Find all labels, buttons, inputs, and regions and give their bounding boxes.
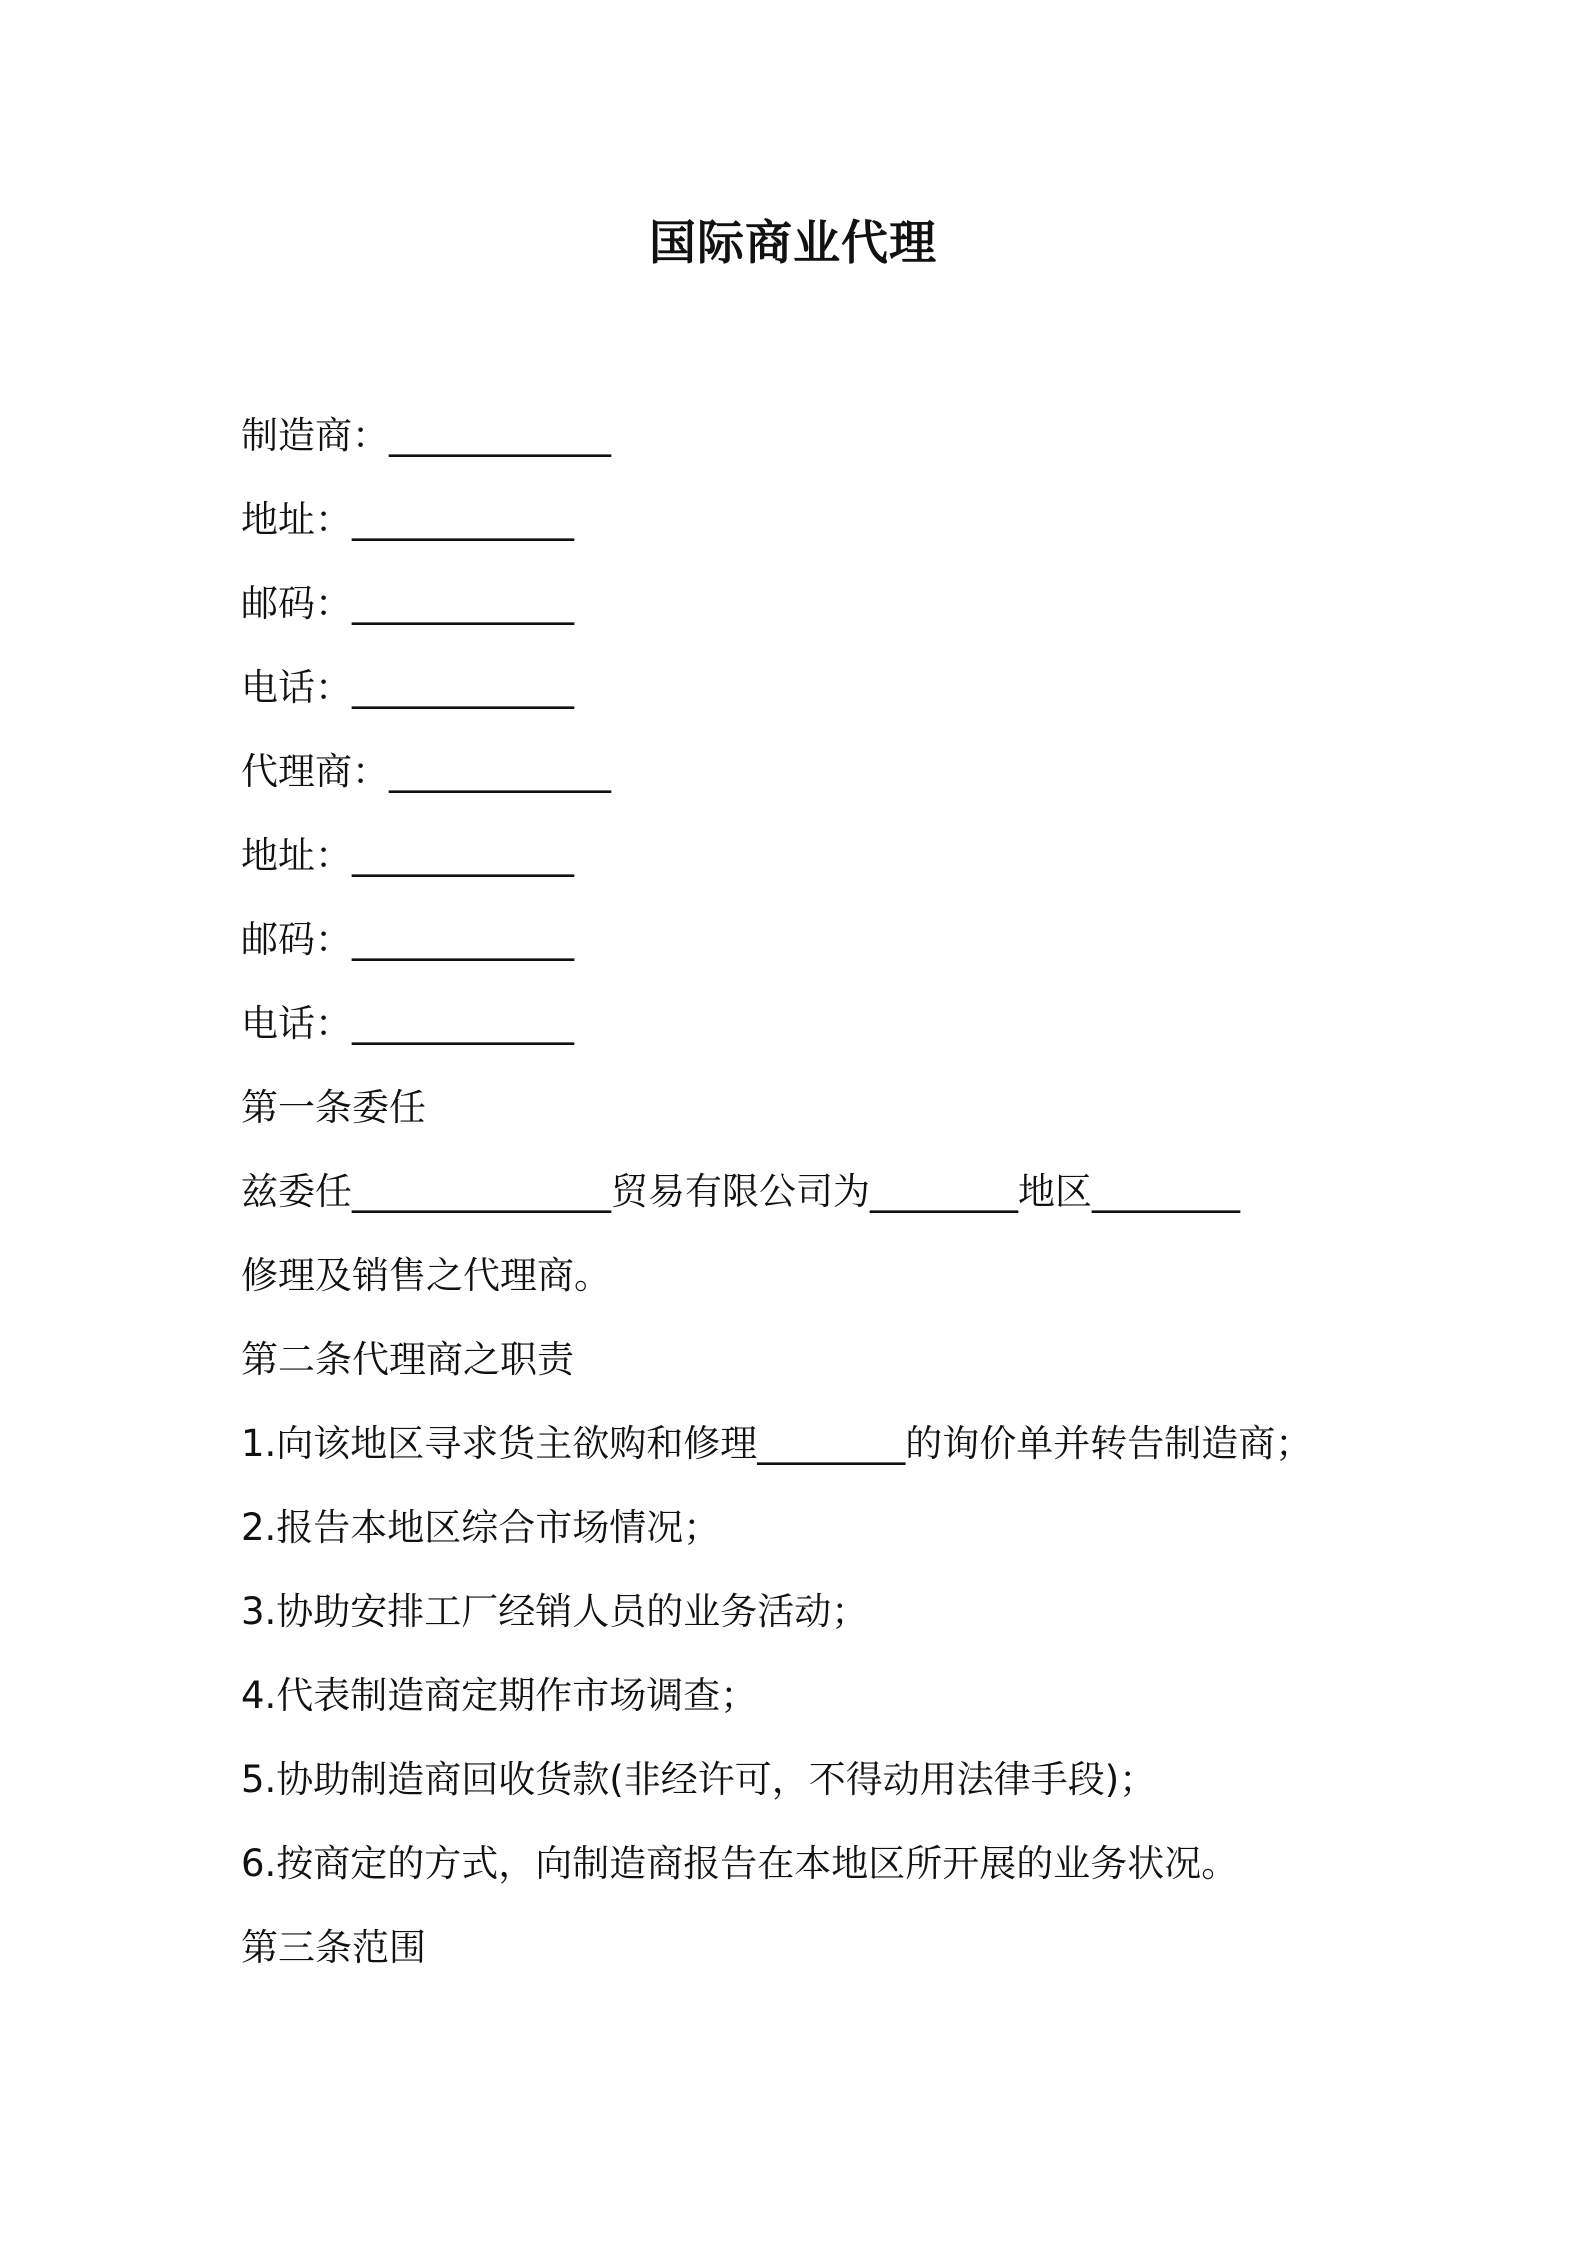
duty-item-3: 3.协助安排工厂经销人员的业务活动； (241, 1590, 869, 1633)
agent-phone-field: 电话：____________ (241, 1002, 574, 1045)
article-3-heading: 第三条范围 (241, 1926, 426, 1969)
duty-item-1: 1.向该地区寻求货主欲购和修理________的询价单并转告制造商； (241, 1422, 1313, 1465)
duty-item-6: 6.按商定的方式，向制造商报告在本地区所开展的业务状况。 (241, 1842, 1239, 1885)
manufacturer-address-field: 地址：____________ (241, 498, 574, 541)
duty-item-4: 4.代表制造商定期作市场调查； (241, 1674, 758, 1717)
manufacturer-phone-field: 电话：____________ (241, 666, 574, 709)
article-1-text: 兹委任______________贸易有限公司为________地区________ (241, 1170, 1240, 1213)
document-body (241, 404, 1351, 2000)
duty-item-2: 2.报告本地区综合市场情况； (241, 1506, 721, 1549)
article-1-text-continued: 修理及销售之代理商。 (241, 1254, 611, 1297)
agent-address-field: 地址：____________ (241, 834, 574, 877)
manufacturer-field: 制造商：____________ (241, 414, 611, 457)
article-2-heading: 第二条代理商之职责 (241, 1338, 574, 1381)
manufacturer-postcode-field: 邮码：____________ (241, 582, 574, 625)
agent-postcode-field: 邮码：____________ (241, 918, 574, 961)
article-1-heading: 第一条委任 (241, 1086, 426, 1129)
duty-item-5: 5.协助制造商回收货款(非经许可，不得动用法律手段)； (241, 1758, 1157, 1801)
agent-field: 代理商：____________ (241, 750, 611, 793)
document-title: 国际商业代理 (649, 216, 937, 271)
